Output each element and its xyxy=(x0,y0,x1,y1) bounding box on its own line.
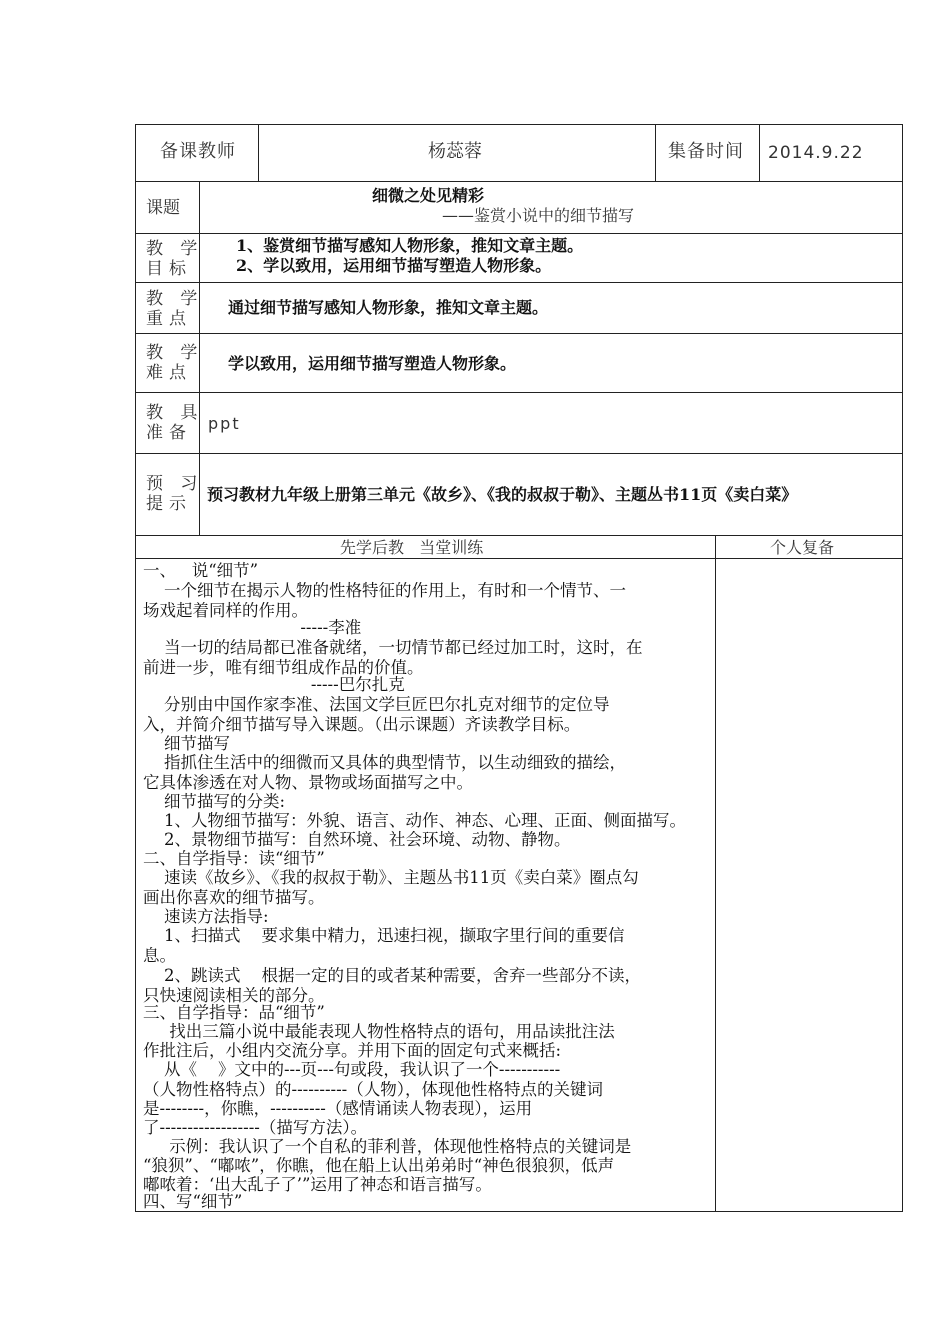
preview-label-line2: 提示 xyxy=(146,494,192,514)
header-divider xyxy=(655,124,656,182)
goal-item: 1、鉴赏细节描写感知人物形象，推知文章主题。 xyxy=(236,236,584,255)
goals-label-line1: 教 学 xyxy=(146,239,204,259)
difficulty-text: 学以致用，运用细节描写塑造人物形象。 xyxy=(228,354,517,373)
body-line: 入，并简介细节描写导入课题。（出示课题）齐读教学目标。 xyxy=(143,715,581,734)
preview-label xyxy=(146,474,203,514)
body-line: （人物性格特点）的----------（人物），体现他性格特点的关键词 xyxy=(143,1080,604,1099)
body-line: 分别由中国作家李准、法国文学巨匠巴尔扎克对细节的定位导 xyxy=(143,695,610,714)
body-line: 是--------，你瞧，----------（感情诵读人物表现），运用 xyxy=(143,1099,533,1118)
body-line: 找出三篇小说中最能表现人物性格特点的语句，用品读批注法 xyxy=(143,1022,615,1041)
key-label-line2: 重点 xyxy=(146,309,192,329)
section-header-right: 个人复备 xyxy=(770,538,835,557)
body-line: 息。 xyxy=(143,946,176,965)
body-line: 1、人物细节描写：外貌、语言、动作、神态、心理、正面、侧面描写。 xyxy=(143,811,686,830)
topic-label: 课题 xyxy=(146,198,180,218)
prep-label-line2: 准备 xyxy=(146,423,192,443)
body-line: 一个细节在揭示人物的性格特征的作用上，有时和一个情节、一 xyxy=(143,581,626,600)
header-divider xyxy=(258,124,259,182)
body-line: 嘟哝着：‘出大乱子了’”运用了神态和语言描写。 xyxy=(143,1175,492,1194)
topic-subtitle: ——鉴赏小说中的细节描写 xyxy=(442,206,635,225)
difficulty-label-line1: 教 学 xyxy=(146,343,204,363)
body-line: 场戏起着同样的作用。 xyxy=(143,601,308,620)
row-divider xyxy=(135,453,903,454)
body-line: 1、扫描式 要求集中精力，迅速扫视，撷取字里行间的重要信 xyxy=(143,926,625,945)
body-line: 二、自学指导：读“细节” xyxy=(143,849,325,868)
teacher-name: 杨蕊蓉 xyxy=(428,141,482,162)
body-line: 前进一步，唯有细节组成作品的价值。 xyxy=(143,658,424,677)
prep-label xyxy=(146,403,203,443)
preview-text: 预习教材九年级上册第三单元《故乡》、《我的叔叔于勒》、主题丛书11页《卖白菜》 xyxy=(207,485,798,504)
row-divider xyxy=(135,282,903,283)
date-value: 2014.9.22 xyxy=(768,143,864,163)
body-line: 作批注后，小组内交流分享。并用下面的固定句式来概括: xyxy=(143,1041,562,1060)
key-label-line1: 教 学 xyxy=(146,289,204,309)
body-line: 示例：我认识了一个自私的菲利普，体现他性格特点的关键词是 xyxy=(143,1137,632,1156)
time-label: 集备时间 xyxy=(668,141,744,162)
body-line: 它具体渗透在对人物、景物或场面描写之中。 xyxy=(143,773,473,792)
prep-label-line1: 教 具 xyxy=(146,403,204,423)
body-line: 一、 说“细节” xyxy=(143,561,259,580)
body-line: 细节描写的分类: xyxy=(143,792,286,811)
body-line: 画出你喜欢的细节描写。 xyxy=(143,888,325,907)
body-line: -----李准 xyxy=(143,618,362,637)
body-line: 只快速阅读相关的部分。 xyxy=(143,986,325,1005)
header-divider xyxy=(759,124,760,182)
body-line: 细节描写 xyxy=(143,734,230,753)
goals-label xyxy=(146,239,203,279)
body-line: 四、写“细节” xyxy=(143,1192,243,1211)
row-divider xyxy=(135,333,903,334)
key-label xyxy=(146,289,203,329)
body-line: “狼狈”、“嘟哝”，你瞧，他在船上认出弟弟时“神色很狼狈，低声 xyxy=(143,1156,615,1175)
body-line: 速读《故乡》、《我的叔叔于勒》、主题丛书11页《卖白菜》圈点勾 xyxy=(143,868,639,887)
goal-item: 2、学以致用，运用细节描写塑造人物形象。 xyxy=(236,256,552,275)
row-divider xyxy=(135,392,903,393)
body-line: 了------------------（描写方法）。 xyxy=(143,1118,368,1137)
difficulty-label xyxy=(146,343,203,383)
section-header-divider xyxy=(135,558,903,559)
preview-label-line1: 预 习 xyxy=(146,474,204,494)
body-line: 速读方法指导: xyxy=(143,907,269,926)
body-line: 当一切的结局都已准备就绪，一切情节都已经过加工时，这时，在 xyxy=(143,638,643,657)
body-line: 2、跳读式 根据一定的目的或者某种需要，舍弃一些部分不读， xyxy=(143,966,641,985)
review-column-divider xyxy=(715,535,716,1212)
teacher-label: 备课教师 xyxy=(160,141,236,162)
body-line: 指抓住生活中的细微而又具体的典型情节，以生动细致的描绘， xyxy=(143,753,626,772)
body-line: 三、自学指导：品“细节” xyxy=(143,1003,325,1022)
prep-text: ppt xyxy=(208,414,241,433)
topic-title: 细微之处见精彩 xyxy=(372,186,485,205)
section-header-left: 先学后教 当堂训练 xyxy=(340,538,484,557)
body-line: -----巴尔扎克 xyxy=(143,675,405,694)
body-line: 从《 》文中的---页---句或段，我认识了一个----------- xyxy=(143,1060,561,1079)
body-line: 2、景物细节描写：自然环境、社会环境、动物、静物。 xyxy=(143,830,571,849)
row-divider xyxy=(135,233,903,234)
goals-label-line2: 目标 xyxy=(146,259,192,279)
key-text: 通过细节描写感知人物形象，推知文章主题。 xyxy=(228,298,549,317)
difficulty-label-line2: 难点 xyxy=(146,363,192,383)
